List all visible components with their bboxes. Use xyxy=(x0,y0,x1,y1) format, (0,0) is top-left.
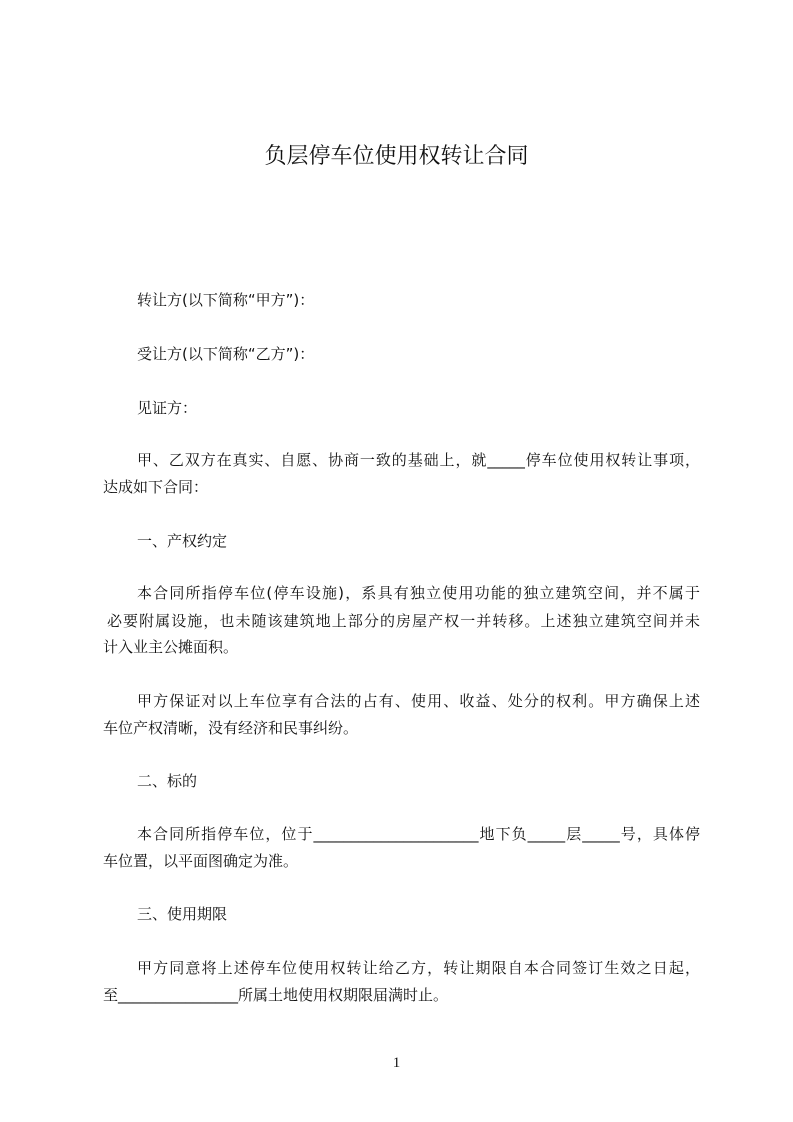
party-witness: 见证方： xyxy=(137,399,198,417)
paragraph-line: 计入业主公摊面积。 xyxy=(103,638,239,656)
paragraph-line: 车位产权清晰，没有经济和民事纠纷。 xyxy=(103,719,359,737)
document-title: 负层停车位使用权转让合同 xyxy=(264,144,529,169)
intro-line: 甲、乙双方在真实、自愿、协商一致的基础上，就_____停车位使用权转让事项， xyxy=(137,451,700,469)
page-number: 1 xyxy=(392,1055,401,1071)
paragraph-line: 甲方同意将上述停车位使用权转让给乙方，转让期限自本合同签订生效之日起， xyxy=(137,959,700,977)
section-heading: 三、使用期限 xyxy=(137,905,228,923)
paragraph-line: 本合同所指停车位(停车设施)，系具有独立使用功能的独立建筑空间，并不属于 xyxy=(137,584,700,602)
party-transferor: 转让方(以下简称“甲方”)： xyxy=(137,291,315,309)
intro-line: 达成如下合同： xyxy=(103,478,209,496)
party-transferee: 受让方(以下简称“乙方”)： xyxy=(137,345,315,363)
paragraph-line: 甲方保证对以上车位享有合法的占有、使用、收益、处分的权利。甲方确保上述 xyxy=(137,692,700,710)
section-heading: 一、产权约定 xyxy=(137,532,228,550)
paragraph-line: 车位置，以平面图确定为准。 xyxy=(103,852,299,870)
section-heading: 二、标的 xyxy=(137,772,198,790)
paragraph-line: 至________________所属土地使用权期限届满时止。 xyxy=(103,986,449,1004)
paragraph-line: 本合同所指停车位，位于______________________地下负_____层_____号，具体停 xyxy=(137,825,700,843)
paragraph-line: 必要附属设施，也未随该建筑地上部分的房屋产权一并转移。上述独立建筑空间并未 xyxy=(107,612,700,630)
